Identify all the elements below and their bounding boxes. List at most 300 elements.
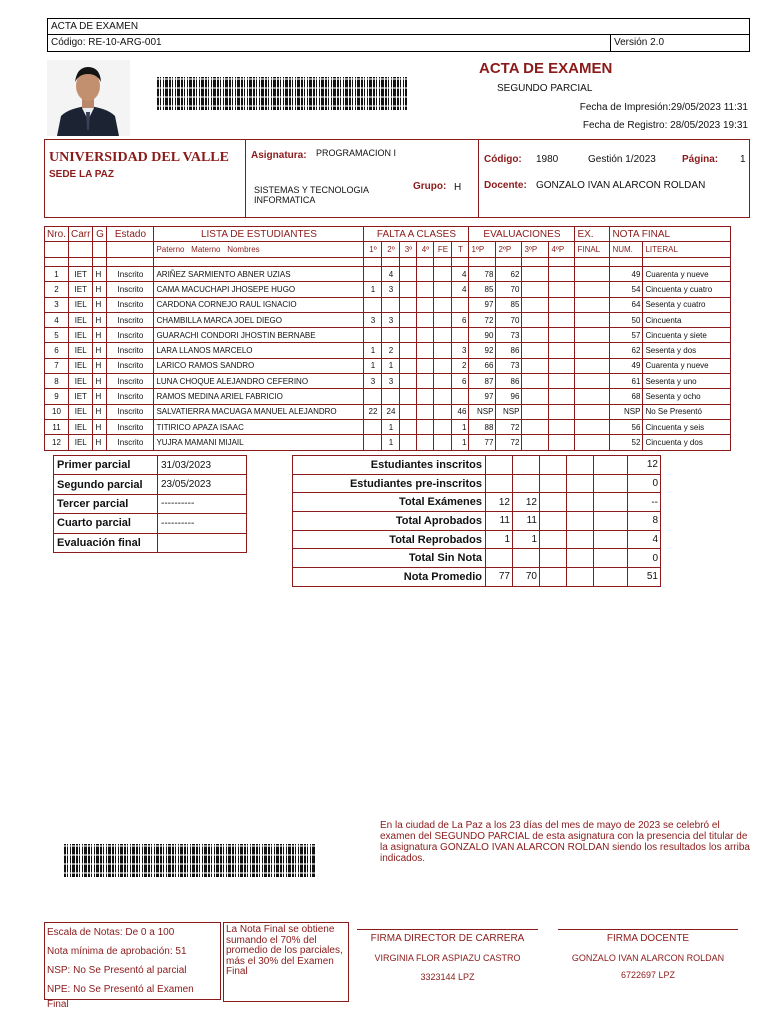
cell-nombre: YUJRA MAMANI MIJAIL bbox=[154, 435, 364, 450]
nota-minima: Nota mínima de aprobación: 51 bbox=[47, 946, 187, 957]
cell-e3 bbox=[522, 419, 549, 434]
docente-name: GONZALO IVAN ALARCON ROLDAN bbox=[571, 953, 725, 963]
docente-label: Docente: bbox=[484, 180, 527, 191]
cell-t: 3 bbox=[452, 343, 469, 358]
doc-title: ACTA DE EXAMEN bbox=[48, 19, 749, 35]
total-p3 bbox=[540, 530, 567, 549]
table-row bbox=[45, 267, 731, 282]
cell-e3 bbox=[522, 358, 549, 373]
total-p3 bbox=[540, 456, 567, 475]
cell-t bbox=[452, 328, 469, 343]
total-row bbox=[293, 549, 661, 568]
barcode-bottom-icon bbox=[64, 844, 316, 877]
cell-num: 56 bbox=[610, 419, 643, 434]
parcial-label: Tercer parcial bbox=[54, 494, 158, 513]
cell-f2 bbox=[382, 389, 400, 404]
cell-e4 bbox=[549, 374, 575, 389]
cell-e4 bbox=[549, 312, 575, 327]
cell-f2: 3 bbox=[382, 374, 400, 389]
table-row bbox=[45, 282, 731, 297]
cell-final bbox=[575, 343, 610, 358]
pagina-value: 1 bbox=[740, 154, 746, 165]
table-row bbox=[45, 389, 731, 404]
cell-f2 bbox=[382, 297, 400, 312]
cell-e4 bbox=[549, 419, 575, 434]
cell-carr: IET bbox=[69, 389, 93, 404]
cell-f3 bbox=[400, 328, 417, 343]
parcial-row bbox=[54, 456, 247, 475]
cell-num: 50 bbox=[610, 312, 643, 327]
cell-estado: Inscrito bbox=[107, 419, 154, 434]
cell-e4 bbox=[549, 404, 575, 419]
cell-f1 bbox=[364, 267, 382, 282]
cell-t: 46 bbox=[452, 404, 469, 419]
cell-f4 bbox=[417, 282, 434, 297]
sub-nombres: Nombres bbox=[227, 245, 260, 254]
total-p2 bbox=[513, 549, 540, 568]
cell-e1: 97 bbox=[469, 297, 496, 312]
cell-f2: 2 bbox=[382, 343, 400, 358]
cell-estado: Inscrito bbox=[107, 435, 154, 450]
course-info-box bbox=[44, 139, 750, 218]
cell-f3 bbox=[400, 435, 417, 450]
cell-fe bbox=[434, 312, 452, 327]
total-p4 bbox=[567, 493, 594, 512]
cell-f4 bbox=[417, 267, 434, 282]
total-p4 bbox=[567, 474, 594, 493]
cell-f3 bbox=[400, 343, 417, 358]
cell-literal: Cuarenta y nueve bbox=[643, 358, 731, 373]
cell-carr: IEL bbox=[69, 297, 93, 312]
cell-e1: NSP bbox=[469, 404, 496, 419]
col-ex: EX. bbox=[575, 227, 610, 242]
cell-e2: 70 bbox=[496, 282, 522, 297]
cell-e2: 72 bbox=[496, 435, 522, 450]
total-k: Estudiantes pre-inscritos bbox=[293, 474, 486, 493]
total-p1 bbox=[486, 474, 513, 493]
nota-final-explanation: La Nota Final se obtiene sumando el 70% del promedio de los parciales, más el 30% del Examen Final bbox=[223, 922, 349, 1002]
cell-carr: IEL bbox=[69, 435, 93, 450]
fecha-impresion: Fecha de Impresión:29/05/2023 11:31 bbox=[579, 102, 748, 113]
cell-t: 4 bbox=[452, 282, 469, 297]
grupo-label: Grupo: bbox=[413, 181, 447, 192]
cell-e3 bbox=[522, 374, 549, 389]
cell-e1: 97 bbox=[469, 389, 496, 404]
total-k: Total Reprobados bbox=[293, 530, 486, 549]
table-row bbox=[45, 297, 731, 312]
cell-carr: IEL bbox=[69, 404, 93, 419]
cell-nombre: LARA LLANOS MARCELO bbox=[154, 343, 364, 358]
cell-estado: Inscrito bbox=[107, 358, 154, 373]
cell-e3 bbox=[522, 389, 549, 404]
parcial-date: 23/05/2023 bbox=[158, 475, 247, 494]
parcial-date: ---------- bbox=[158, 494, 247, 513]
cell-f4 bbox=[417, 297, 434, 312]
parcial-date bbox=[158, 533, 247, 552]
col-estado: Estado bbox=[107, 227, 154, 242]
total-k: Estudiantes inscritos bbox=[293, 456, 486, 475]
total-k: Total Exámenes bbox=[293, 493, 486, 512]
cell-num: 49 bbox=[610, 267, 643, 282]
cell-nro: 9 bbox=[45, 389, 69, 404]
cell-e2: 62 bbox=[496, 267, 522, 282]
cell-nro: 5 bbox=[45, 328, 69, 343]
table-row bbox=[45, 404, 731, 419]
parcial-row bbox=[54, 533, 247, 552]
cell-nombre: ARIÑEZ SARMIENTO ABNER UZIAS bbox=[154, 267, 364, 282]
total-p2: 11 bbox=[513, 512, 540, 531]
cell-t bbox=[452, 389, 469, 404]
total-p1 bbox=[486, 549, 513, 568]
cell-nombre: SALVATIERRA MACUAGA MANUEL ALEJANDRO bbox=[154, 404, 364, 419]
cell-num: 57 bbox=[610, 328, 643, 343]
col-lista: LISTA DE ESTUDIANTES bbox=[154, 227, 364, 242]
docente-signature-title: FIRMA DOCENTE bbox=[606, 933, 690, 944]
cell-final bbox=[575, 297, 610, 312]
cell-estado: Inscrito bbox=[107, 267, 154, 282]
total-p2: 70 bbox=[513, 568, 540, 587]
cell-literal: Sesenta y uno bbox=[643, 374, 731, 389]
cell-f2: 1 bbox=[382, 435, 400, 450]
cell-final bbox=[575, 374, 610, 389]
table-row bbox=[45, 374, 731, 389]
cell-final bbox=[575, 404, 610, 419]
cell-g: H bbox=[93, 389, 107, 404]
total-fin bbox=[594, 456, 628, 475]
docente-signature-line bbox=[558, 929, 738, 930]
total-row bbox=[293, 530, 661, 549]
cell-fe bbox=[434, 419, 452, 434]
cell-t bbox=[452, 297, 469, 312]
cell-f4 bbox=[417, 404, 434, 419]
parcial-label: Segundo parcial bbox=[54, 475, 158, 494]
carrera-value: SISTEMAS Y TECNOLOGIA INFORMATICA bbox=[254, 185, 369, 205]
cell-f3 bbox=[400, 312, 417, 327]
cell-estado: Inscrito bbox=[107, 282, 154, 297]
cell-f3 bbox=[400, 389, 417, 404]
cell-nombre: GUARACHI CONDORI JHOSTIN BERNABE bbox=[154, 328, 364, 343]
total-num: 51 bbox=[628, 568, 661, 587]
total-row bbox=[293, 512, 661, 531]
sub-f1: 1º bbox=[364, 242, 382, 258]
cell-nombre: CHAMBILLA MARCA JOEL DIEGO bbox=[154, 312, 364, 327]
total-num: 0 bbox=[628, 474, 661, 493]
cell-f2: 1 bbox=[382, 419, 400, 434]
cell-f4 bbox=[417, 343, 434, 358]
director-ci: 3323144 LPZ bbox=[420, 972, 475, 982]
cell-e1: 85 bbox=[469, 282, 496, 297]
cell-g: H bbox=[93, 267, 107, 282]
cell-f1: 1 bbox=[364, 358, 382, 373]
total-p1: 11 bbox=[486, 512, 513, 531]
cell-nombre: CAMA MACUCHAPI JHOSEPE HUGO bbox=[154, 282, 364, 297]
total-p1: 77 bbox=[486, 568, 513, 587]
parcial-row bbox=[54, 475, 247, 494]
sub-t: T bbox=[452, 242, 469, 258]
cell-e4 bbox=[549, 358, 575, 373]
cell-nombre: CARDONA CORNEJO RAUL IGNACIO bbox=[154, 297, 364, 312]
cell-g: H bbox=[93, 419, 107, 434]
doc-code: Código: RE-10-ARG-001 bbox=[51, 37, 162, 48]
cell-e3 bbox=[522, 297, 549, 312]
table-row bbox=[45, 419, 731, 434]
total-p4 bbox=[567, 568, 594, 587]
total-p3 bbox=[540, 493, 567, 512]
cell-f1: 3 bbox=[364, 312, 382, 327]
cell-f1: 22 bbox=[364, 404, 382, 419]
cell-carr: IEL bbox=[69, 312, 93, 327]
cell-carr: IEL bbox=[69, 374, 93, 389]
cell-e1: 77 bbox=[469, 435, 496, 450]
cell-f1 bbox=[364, 435, 382, 450]
total-p4 bbox=[567, 512, 594, 531]
cell-f2: 24 bbox=[382, 404, 400, 419]
cell-g: H bbox=[93, 312, 107, 327]
total-row bbox=[293, 474, 661, 493]
cell-f3 bbox=[400, 358, 417, 373]
cell-nro: 4 bbox=[45, 312, 69, 327]
cell-fe bbox=[434, 404, 452, 419]
grupo-value: H bbox=[454, 182, 462, 193]
cell-carr: IET bbox=[69, 267, 93, 282]
parcial-date: ---------- bbox=[158, 514, 247, 533]
cell-e4 bbox=[549, 435, 575, 450]
cell-t: 1 bbox=[452, 435, 469, 450]
cell-estado: Inscrito bbox=[107, 389, 154, 404]
cell-num: 61 bbox=[610, 374, 643, 389]
cell-final bbox=[575, 282, 610, 297]
sub-f3: 3º bbox=[400, 242, 417, 258]
students-table bbox=[44, 226, 731, 451]
cell-e2: 96 bbox=[496, 389, 522, 404]
cell-literal: Cincuenta y seis bbox=[643, 419, 731, 434]
col-falta: FALTA A CLASES bbox=[364, 227, 469, 242]
parcial-label: Evaluación final bbox=[54, 533, 158, 552]
col-nota: NOTA FINAL bbox=[610, 227, 731, 242]
parcial-label: Cuarto parcial bbox=[54, 514, 158, 533]
cell-e2: 86 bbox=[496, 374, 522, 389]
cell-nro: 12 bbox=[45, 435, 69, 450]
sub-names bbox=[154, 242, 364, 258]
cell-num: NSP bbox=[610, 404, 643, 419]
student-photo bbox=[47, 60, 130, 136]
cell-estado: Inscrito bbox=[107, 343, 154, 358]
cell-fe bbox=[434, 328, 452, 343]
cell-fe bbox=[434, 297, 452, 312]
code-row bbox=[48, 35, 749, 51]
total-p3 bbox=[540, 512, 567, 531]
parcial-date: 31/03/2023 bbox=[158, 456, 247, 475]
sub-num: NUM. bbox=[610, 242, 643, 258]
total-p2: 12 bbox=[513, 493, 540, 512]
cell-estado: Inscrito bbox=[107, 374, 154, 389]
cell-nro: 2 bbox=[45, 282, 69, 297]
col-carr: Carr bbox=[69, 227, 93, 242]
cell-carr: IEL bbox=[69, 328, 93, 343]
table-row bbox=[45, 358, 731, 373]
total-p2 bbox=[513, 456, 540, 475]
cell-final bbox=[575, 267, 610, 282]
table-row bbox=[45, 312, 731, 327]
cell-t: 4 bbox=[452, 267, 469, 282]
cell-e3 bbox=[522, 267, 549, 282]
cell-literal: Cincuenta bbox=[643, 312, 731, 327]
total-p3 bbox=[540, 549, 567, 568]
cell-nro: 3 bbox=[45, 297, 69, 312]
cell-f3 bbox=[400, 374, 417, 389]
total-fin bbox=[594, 493, 628, 512]
cell-g: H bbox=[93, 282, 107, 297]
cell-carr: IEL bbox=[69, 343, 93, 358]
cell-t: 2 bbox=[452, 358, 469, 373]
cell-carr: IET bbox=[69, 282, 93, 297]
cell-e2: 70 bbox=[496, 312, 522, 327]
director-signature-line bbox=[357, 929, 538, 930]
cell-fe bbox=[434, 389, 452, 404]
cell-f1: 3 bbox=[364, 374, 382, 389]
table-row bbox=[45, 328, 731, 343]
sub-e2: 2ºP bbox=[496, 242, 522, 258]
cell-literal: Cuarenta y nueve bbox=[643, 267, 731, 282]
cell-num: 68 bbox=[610, 389, 643, 404]
cell-literal: Cincuenta y dos bbox=[643, 435, 731, 450]
cell-nombre: TITIRICO APAZA ISAAC bbox=[154, 419, 364, 434]
sub-e3: 3ºP bbox=[522, 242, 549, 258]
cell-e4 bbox=[549, 297, 575, 312]
cell-t: 1 bbox=[452, 419, 469, 434]
cell-f4 bbox=[417, 358, 434, 373]
table-row bbox=[45, 343, 731, 358]
cell-f3 bbox=[400, 419, 417, 434]
table-row bbox=[45, 435, 731, 450]
cell-e1: 90 bbox=[469, 328, 496, 343]
cell-g: H bbox=[93, 358, 107, 373]
cell-e4 bbox=[549, 328, 575, 343]
gestion-value: Gestión 1/2023 bbox=[588, 154, 656, 165]
cell-num: 64 bbox=[610, 297, 643, 312]
sub-f4: 4º bbox=[417, 242, 434, 258]
asignatura-label: Asignatura: bbox=[251, 150, 307, 161]
cell-e1: 66 bbox=[469, 358, 496, 373]
cell-f1 bbox=[364, 297, 382, 312]
cell-nombre: LUNA CHOQUE ALEJANDRO CEFERINO bbox=[154, 374, 364, 389]
university-sede: SEDE LA PAZ bbox=[49, 169, 115, 180]
docente-value: GONZALO IVAN ALARCON ROLDAN bbox=[536, 180, 706, 191]
acta-subtitle: SEGUNDO PARCIAL bbox=[497, 83, 593, 94]
parcial-row bbox=[54, 514, 247, 533]
cell-nombre: RAMOS MEDINA ARIEL FABRICIO bbox=[154, 389, 364, 404]
total-k: Total Sin Nota bbox=[293, 549, 486, 568]
cell-estado: Inscrito bbox=[107, 404, 154, 419]
cell-e4 bbox=[549, 343, 575, 358]
cell-f2: 4 bbox=[382, 267, 400, 282]
cell-t: 6 bbox=[452, 312, 469, 327]
cell-e3 bbox=[522, 343, 549, 358]
acta-title: ACTA DE EXAMEN bbox=[479, 60, 613, 77]
cell-nro: 11 bbox=[45, 419, 69, 434]
cell-f1 bbox=[364, 328, 382, 343]
cell-literal: Sesenta y cuatro bbox=[643, 297, 731, 312]
totals-table bbox=[292, 455, 661, 587]
cell-literal: Cincuenta y siete bbox=[643, 328, 731, 343]
total-p3 bbox=[540, 474, 567, 493]
cell-f4 bbox=[417, 419, 434, 434]
sub-paterno: Paterno bbox=[156, 245, 185, 254]
cell-f3 bbox=[400, 282, 417, 297]
cell-f1: 1 bbox=[364, 343, 382, 358]
cell-estado: Inscrito bbox=[107, 297, 154, 312]
cell-e1: 87 bbox=[469, 374, 496, 389]
cell-f4 bbox=[417, 389, 434, 404]
sub-e1: 1ºP bbox=[469, 242, 496, 258]
codigo-value: 1980 bbox=[536, 154, 559, 165]
cell-estado: Inscrito bbox=[107, 328, 154, 343]
cell-nro: 6 bbox=[45, 343, 69, 358]
cell-final bbox=[575, 312, 610, 327]
nsp-legend: NSP: No Se Presentó al parcial bbox=[47, 965, 187, 976]
director-signature-title: FIRMA DIRECTOR DE CARRERA bbox=[370, 933, 525, 944]
cell-g: H bbox=[93, 374, 107, 389]
cell-fe bbox=[434, 267, 452, 282]
total-fin bbox=[594, 530, 628, 549]
cell-final bbox=[575, 435, 610, 450]
escala-line: Escala de Notas: De 0 a 100 bbox=[47, 927, 175, 938]
total-p4 bbox=[567, 530, 594, 549]
cell-e2: NSP bbox=[496, 404, 522, 419]
total-num: -- bbox=[628, 493, 661, 512]
total-p2: 1 bbox=[513, 530, 540, 549]
cell-e1: 88 bbox=[469, 419, 496, 434]
codigo-label: Código: bbox=[484, 154, 522, 165]
asignatura-value: PROGRAMACION I bbox=[316, 148, 397, 158]
total-row bbox=[293, 456, 661, 475]
cell-e3 bbox=[522, 435, 549, 450]
sub-e4: 4ºP bbox=[549, 242, 575, 258]
cell-e3 bbox=[522, 404, 549, 419]
total-fin bbox=[594, 549, 628, 568]
document-header bbox=[47, 18, 750, 52]
col-eval: EVALUACIONES bbox=[469, 227, 575, 242]
cell-f4 bbox=[417, 435, 434, 450]
cell-e1: 72 bbox=[469, 312, 496, 327]
table-subheader bbox=[45, 242, 731, 258]
cell-e4 bbox=[549, 282, 575, 297]
parcial-label: Primer parcial bbox=[54, 456, 158, 475]
total-num: 12 bbox=[628, 456, 661, 475]
total-fin bbox=[594, 474, 628, 493]
cell-f3 bbox=[400, 267, 417, 282]
cell-fe bbox=[434, 374, 452, 389]
grading-scale-box bbox=[44, 922, 221, 1010]
fecha-registro: Fecha de Registro: 28/05/2023 19:31 bbox=[582, 120, 748, 131]
cell-f1: 1 bbox=[364, 282, 382, 297]
cell-e2: 73 bbox=[496, 328, 522, 343]
total-p1: 1 bbox=[486, 530, 513, 549]
sub-fe: FE bbox=[434, 242, 452, 258]
sub-materno: Materno bbox=[191, 245, 221, 254]
barcode-icon bbox=[157, 77, 407, 110]
cell-literal: No Se Presentó bbox=[643, 404, 731, 419]
cell-final bbox=[575, 328, 610, 343]
total-p1 bbox=[486, 456, 513, 475]
cell-g: H bbox=[93, 404, 107, 419]
parcial-row bbox=[54, 494, 247, 513]
total-num: 0 bbox=[628, 549, 661, 568]
university-name: UNIVERSIDAD DEL VALLE bbox=[49, 150, 229, 165]
cell-nro: 1 bbox=[45, 267, 69, 282]
cell-e1: 78 bbox=[469, 267, 496, 282]
cell-carr: IEL bbox=[69, 358, 93, 373]
